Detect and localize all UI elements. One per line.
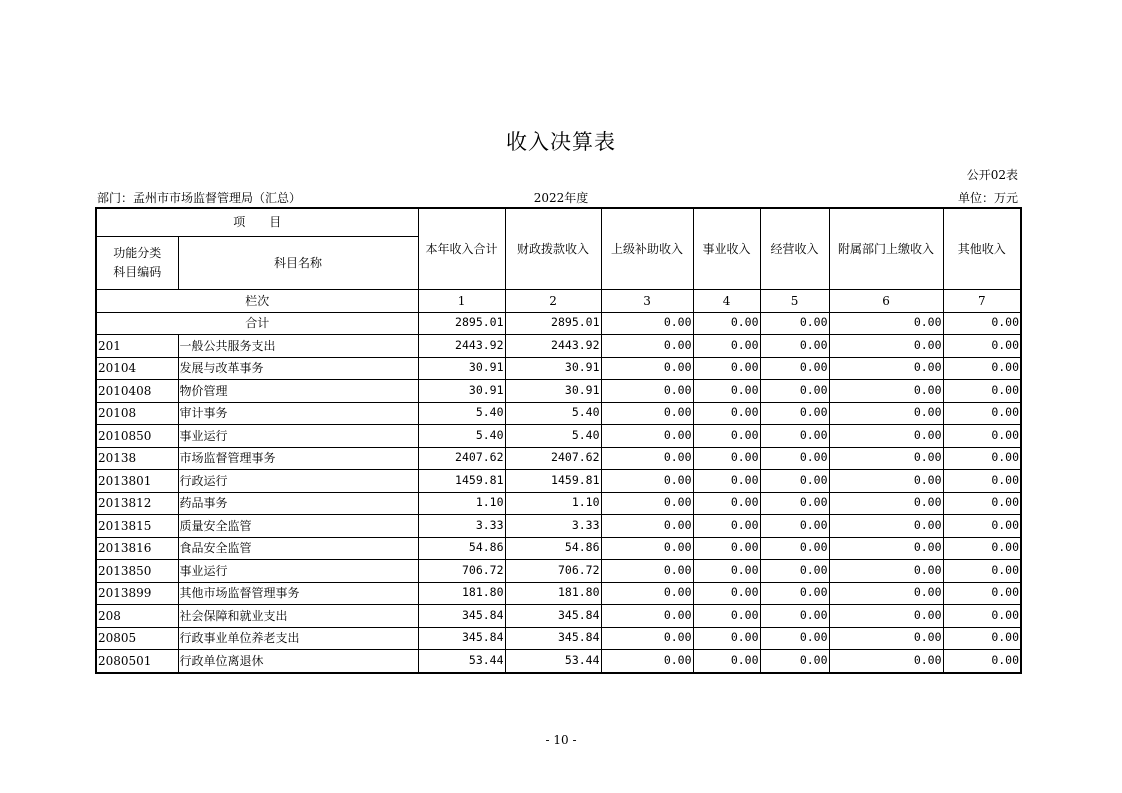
amount-cell: 0.00 [601,537,693,560]
fiscal-year: 2022年度 [533,191,589,205]
header-item: 项 目 [96,208,418,237]
col-number: 7 [943,290,1021,313]
amount-cell: 0.00 [829,447,943,470]
amount-cell: 0.00 [760,470,829,493]
header-col-1: 本年收入合计 [418,208,505,290]
amount-cell: 54.86 [418,537,505,560]
table-row [96,357,1021,380]
amount-cell: 0.00 [829,357,943,380]
amount-cell: 0.00 [760,357,829,380]
amount-cell: 0.00 [829,650,943,673]
amount-cell: 1459.81 [505,470,601,493]
col-number: 3 [601,290,693,313]
amount-cell: 345.84 [505,627,601,650]
amount-cell: 0.00 [829,335,943,358]
subject-code: 2010850 [96,425,178,448]
table-row [96,582,1021,605]
subject-name: 物价管理 [178,380,418,403]
amount-cell: 0.00 [601,560,693,583]
amount-cell: 0.00 [943,560,1021,583]
amount-cell: 0.00 [693,560,760,583]
subject-name: 行政事业单位养老支出 [178,627,418,650]
amount-cell: 706.72 [505,560,601,583]
subject-code: 2013812 [96,492,178,515]
row-label: 栏次 [96,290,418,313]
amount-cell: 0.00 [693,627,760,650]
amount-cell: 3.33 [505,515,601,538]
amount-cell: 0.00 [760,627,829,650]
amount-cell: 0.00 [760,402,829,425]
amount-cell: 1459.81 [418,470,505,493]
header-col-6: 附属部门上缴收入 [829,208,943,290]
subject-code: 2013816 [96,537,178,560]
amount-cell: 53.44 [505,650,601,673]
amount-cell: 0.00 [943,335,1021,358]
form-code: 公开02表 [966,168,1018,182]
amount-cell: 0.00 [829,380,943,403]
amount-cell: 2407.62 [418,447,505,470]
amount-cell: 0.00 [829,470,943,493]
amount-cell: 1.10 [505,492,601,515]
total-row [96,312,1021,335]
table-row [96,560,1021,583]
total-value: 0.00 [943,312,1021,335]
subject-name: 行政单位离退休 [178,650,418,673]
table-row [96,492,1021,515]
amount-cell: 0.00 [829,402,943,425]
amount-cell: 0.00 [601,447,693,470]
amount-cell: 54.86 [505,537,601,560]
table-row [96,425,1021,448]
amount-cell: 30.91 [418,380,505,403]
table-row [96,447,1021,470]
total-value: 0.00 [760,312,829,335]
amount-cell: 2443.92 [505,335,601,358]
header-col-5: 经营收入 [760,208,829,290]
amount-cell: 345.84 [505,605,601,628]
amount-cell: 0.00 [601,335,693,358]
column-number-row [96,290,1021,313]
total-value: 0.00 [601,312,693,335]
amount-cell: 345.84 [418,627,505,650]
amount-cell: 0.00 [601,470,693,493]
amount-cell: 0.00 [943,605,1021,628]
amount-cell: 0.00 [693,492,760,515]
subject-code: 2013815 [96,515,178,538]
amount-cell: 0.00 [601,582,693,605]
amount-cell: 0.00 [760,380,829,403]
amount-cell: 5.40 [505,425,601,448]
subject-name: 质量安全监管 [178,515,418,538]
amount-cell: 2443.92 [418,335,505,358]
amount-cell: 0.00 [943,650,1021,673]
table-row [96,380,1021,403]
amount-cell: 0.00 [760,537,829,560]
amount-cell: 0.00 [693,537,760,560]
col-number: 5 [760,290,829,313]
col-number: 4 [693,290,760,313]
amount-cell: 0.00 [693,425,760,448]
subject-code: 2010408 [96,380,178,403]
page-title: 收入决算表 [506,130,616,154]
subject-name: 发展与改革事务 [178,357,418,380]
income-report-table [95,207,1022,674]
amount-cell: 0.00 [601,425,693,448]
subject-name: 事业运行 [178,425,418,448]
table-row [96,627,1021,650]
amount-cell: 0.00 [943,425,1021,448]
total-value: 2895.01 [505,312,601,335]
col-number: 6 [829,290,943,313]
amount-cell: 30.91 [505,357,601,380]
amount-cell: 0.00 [693,402,760,425]
subject-name: 市场监督管理事务 [178,447,418,470]
subject-code: 2013850 [96,560,178,583]
amount-cell: 181.80 [418,582,505,605]
amount-cell: 53.44 [418,650,505,673]
amount-cell: 0.00 [829,582,943,605]
total-value: 2895.01 [418,312,505,335]
amount-cell: 345.84 [418,605,505,628]
amount-cell: 0.00 [601,627,693,650]
amount-cell: 0.00 [943,357,1021,380]
amount-cell: 0.00 [760,447,829,470]
amount-cell: 0.00 [943,470,1021,493]
header-col-7: 其他收入 [943,208,1021,290]
amount-cell: 0.00 [829,627,943,650]
header-col-4: 事业收入 [693,208,760,290]
amount-cell: 0.00 [943,582,1021,605]
total-label: 合计 [96,312,418,335]
col-number: 2 [505,290,601,313]
total-value: 0.00 [693,312,760,335]
subject-code: 208 [96,605,178,628]
col-number: 1 [418,290,505,313]
amount-cell: 0.00 [829,492,943,515]
subject-code: 20138 [96,447,178,470]
amount-cell: 2407.62 [505,447,601,470]
table-row [96,650,1021,673]
amount-cell: 0.00 [943,447,1021,470]
subject-code: 2013801 [96,470,178,493]
table-row [96,537,1021,560]
subject-code: 20108 [96,402,178,425]
amount-cell: 0.00 [829,560,943,583]
department-label: 部门：孟州市市场监督管理局（汇总） [97,191,302,205]
amount-cell: 0.00 [760,492,829,515]
amount-cell: 0.00 [943,515,1021,538]
amount-cell: 0.00 [943,402,1021,425]
amount-cell: 0.00 [829,537,943,560]
subject-name: 审计事务 [178,402,418,425]
table-row [96,515,1021,538]
subject-name: 社会保障和就业支出 [178,605,418,628]
amount-cell: 0.00 [943,627,1021,650]
amount-cell: 0.00 [601,492,693,515]
subject-name: 药品事务 [178,492,418,515]
table-row [96,402,1021,425]
subject-code: 201 [96,335,178,358]
amount-cell: 0.00 [760,425,829,448]
amount-cell: 706.72 [418,560,505,583]
amount-cell: 0.00 [829,605,943,628]
amount-cell: 0.00 [829,425,943,448]
subject-name: 行政运行 [178,470,418,493]
amount-cell: 0.00 [693,582,760,605]
amount-cell: 0.00 [601,515,693,538]
amount-cell: 0.00 [693,515,760,538]
amount-cell: 30.91 [418,357,505,380]
amount-cell: 0.00 [601,605,693,628]
amount-cell: 0.00 [693,447,760,470]
amount-cell: 0.00 [760,582,829,605]
subject-code: 20104 [96,357,178,380]
amount-cell: 0.00 [601,380,693,403]
amount-cell: 0.00 [601,357,693,380]
subject-name: 其他市场监督管理事务 [178,582,418,605]
amount-cell: 5.40 [505,402,601,425]
subject-code: 2080501 [96,650,178,673]
amount-cell: 0.00 [601,402,693,425]
page-number: - 10 - [545,733,577,747]
amount-cell: 0.00 [693,335,760,358]
amount-cell: 0.00 [693,605,760,628]
amount-cell: 0.00 [829,515,943,538]
amount-cell: 0.00 [943,537,1021,560]
subject-name: 食品安全监管 [178,537,418,560]
header-col-3: 上级补助收入 [601,208,693,290]
unit-label: 单位：万元 [957,191,1018,205]
amount-cell: 1.10 [418,492,505,515]
header-subject-name: 科目名称 [178,237,418,290]
amount-cell: 0.00 [760,560,829,583]
amount-cell: 30.91 [505,380,601,403]
header-col-2: 财政拨款收入 [505,208,601,290]
amount-cell: 0.00 [693,380,760,403]
table-row [96,335,1021,358]
total-value: 0.00 [829,312,943,335]
amount-cell: 0.00 [601,650,693,673]
subject-name: 一般公共服务支出 [178,335,418,358]
subject-name: 事业运行 [178,560,418,583]
amount-cell: 3.33 [418,515,505,538]
amount-cell: 0.00 [760,605,829,628]
amount-cell: 0.00 [693,470,760,493]
amount-cell: 0.00 [760,650,829,673]
table-row [96,605,1021,628]
subject-code: 20805 [96,627,178,650]
subject-code: 2013899 [96,582,178,605]
amount-cell: 0.00 [760,335,829,358]
amount-cell: 181.80 [505,582,601,605]
amount-cell: 0.00 [693,650,760,673]
header-row-item [96,208,1021,237]
header-func-code: 功能分类 科目编码 [96,237,178,290]
table-row [96,470,1021,493]
amount-cell: 5.40 [418,402,505,425]
amount-cell: 0.00 [943,492,1021,515]
amount-cell: 0.00 [693,357,760,380]
amount-cell: 0.00 [943,380,1021,403]
amount-cell: 5.40 [418,425,505,448]
amount-cell: 0.00 [760,515,829,538]
